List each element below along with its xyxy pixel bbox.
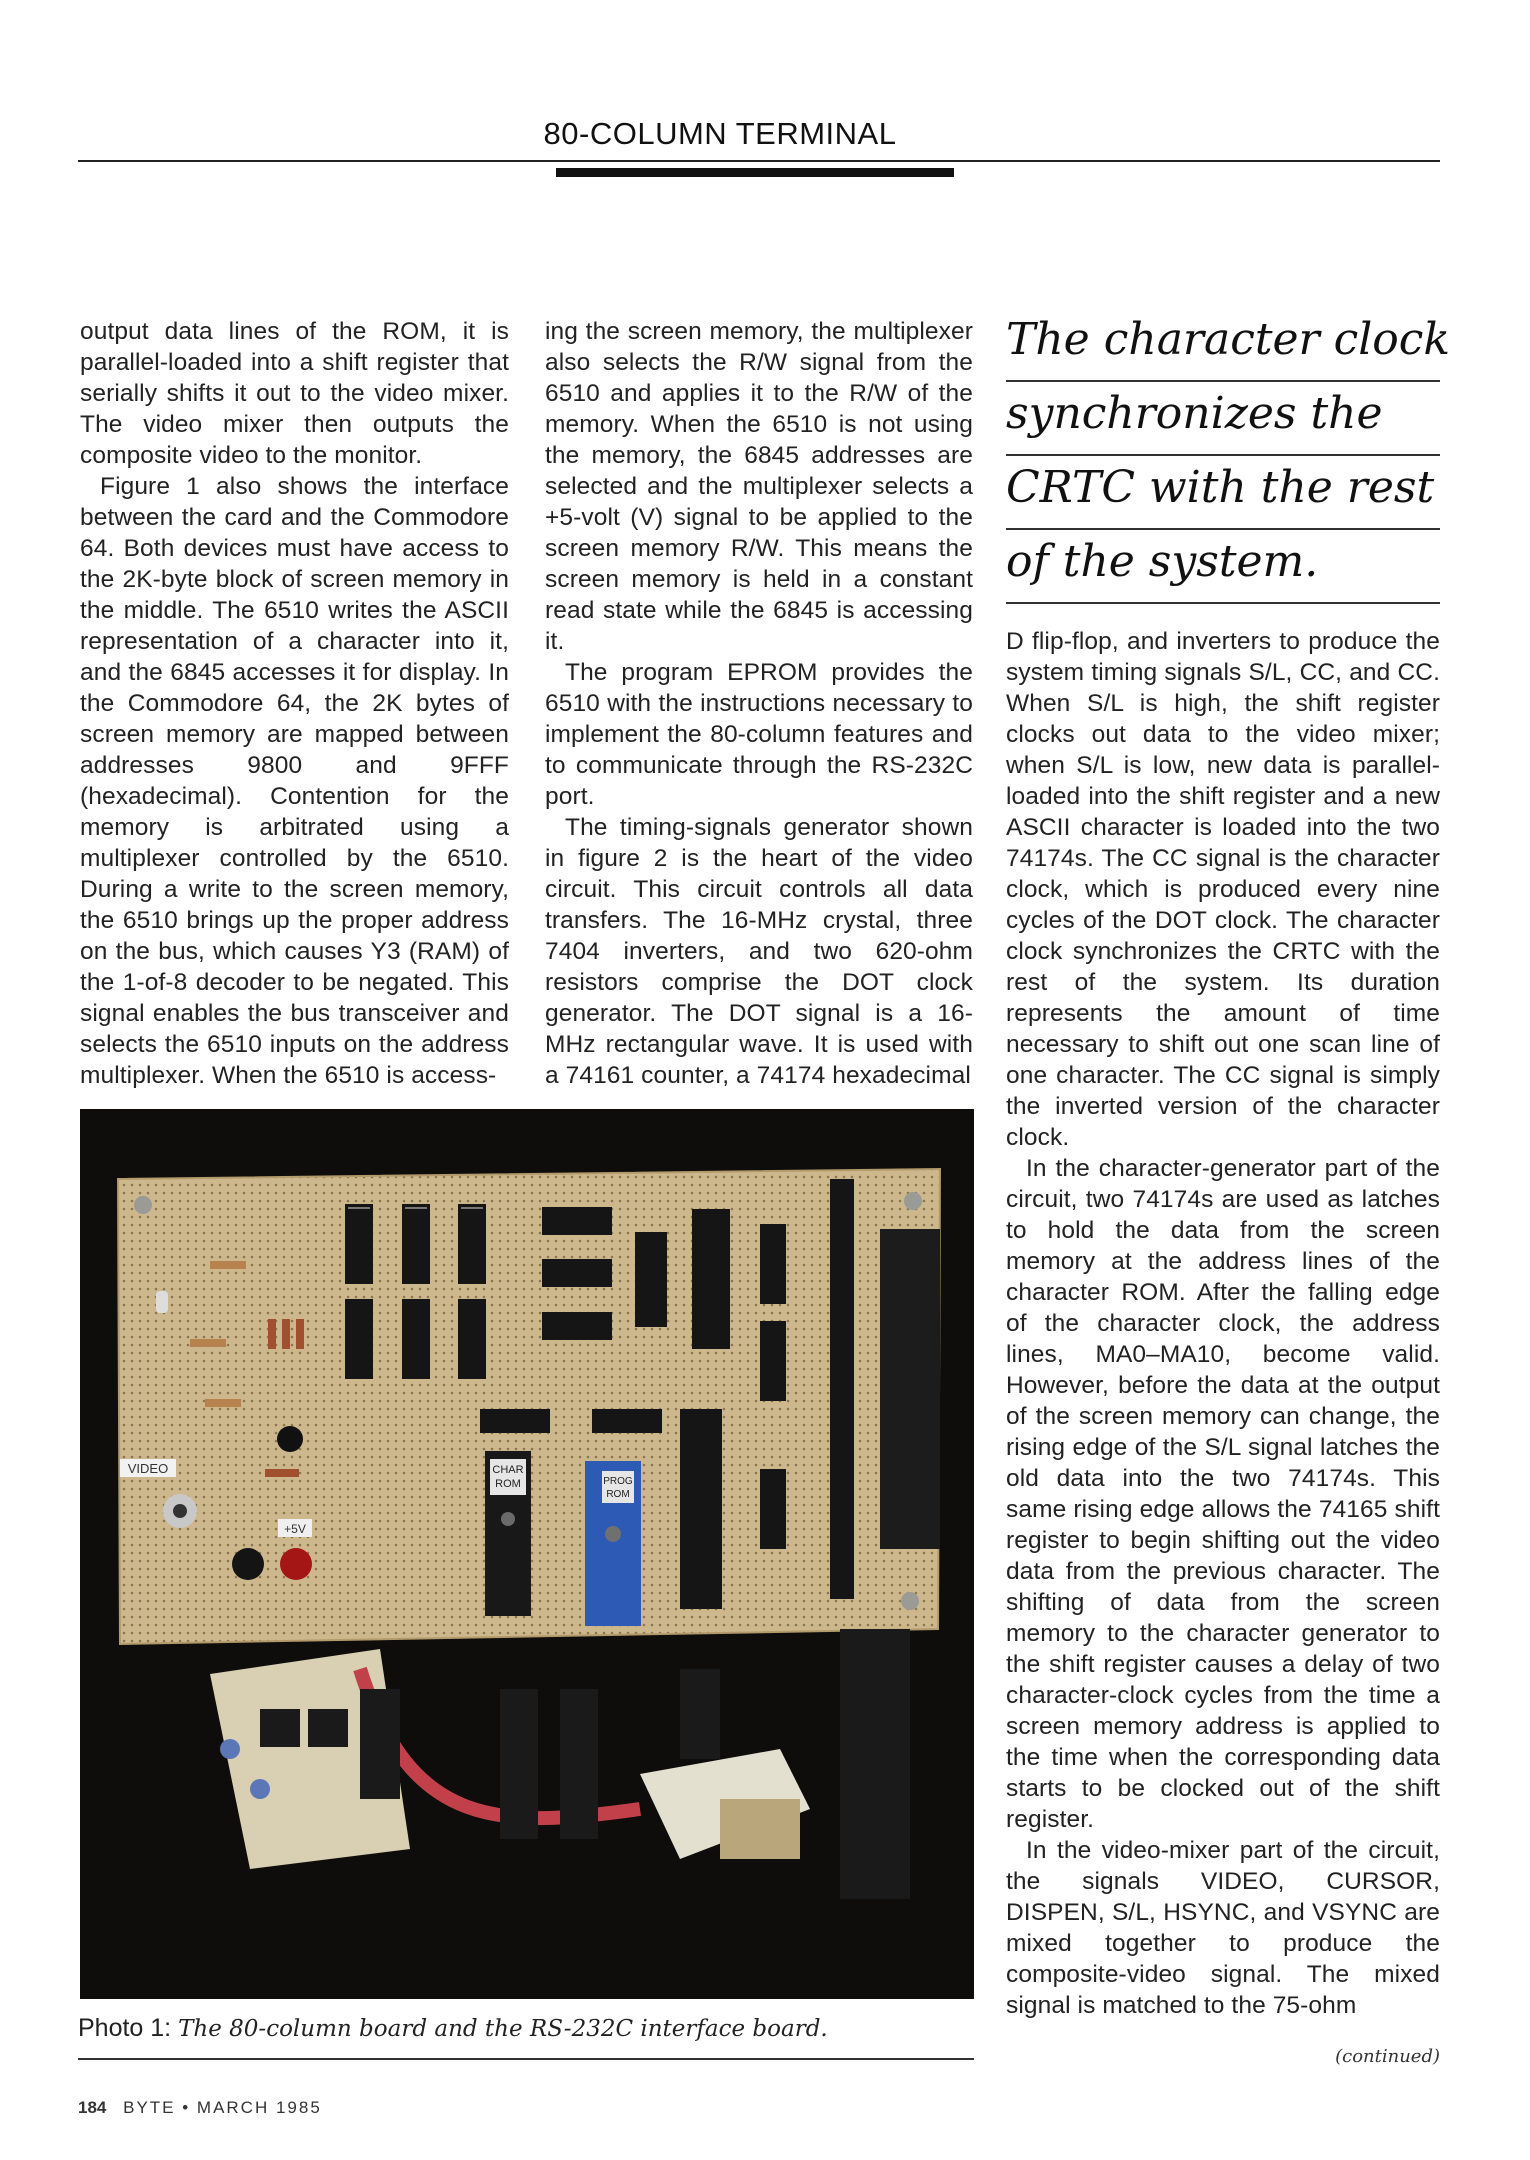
photo-caption: [78, 2014, 978, 2043]
column-1: [80, 316, 509, 1091]
paragraph: The program EPROM provides the 6510 with the instructions necessary to implement the 80-column features and to communicate through the RS-232C port.: [545, 659, 973, 810]
page-footer: [78, 2098, 322, 2118]
continued-note: (continued): [1335, 2046, 1440, 2067]
paragraph: D flip-flop, and inverters to produce the system timing signals S/L, CC, and CC. When S/L is high, the shift register clocks out data to the video mixer; when S/L is low, new data is parallel-loaded into the shift register and a new ASCII character is loaded into the two 74174s. The CC signal is the character clock, which is produced every nine cycles of the DOT clock. The character clock synchronizes the CRTC with the rest of the system. Its duration represents the amount of time necessary to shift out one scan line of one character. The CC signal is simply the inverted version of the character clock.: [1006, 628, 1440, 1151]
footer-text: BYTE • MARCH 1985: [123, 2098, 322, 2117]
svg-text:ROM: ROM: [495, 1478, 521, 1490]
plus5v-label: +5V: [284, 1522, 306, 1536]
column-3: [1006, 626, 1440, 2021]
page-number: 184: [78, 2098, 107, 2117]
video-label: VIDEO: [127, 1461, 169, 1476]
paragraph: ing the screen memory, the multiplexer also selects the R/W signal from the 6510 and applies it to the R/W of the memory. When the 6510 is not using the memory, the 6845 addresses are selected and the multiplexer selects a +5-volt (V) signal to be applied to the screen memory R/W. This means the screen memory is held in a constant read state while the 6845 is accessing it.: [545, 318, 973, 655]
paragraph: output data lines of the ROM, it is parallel-loaded into a shift register that serially shifts it out to the video mixer. The video mixer then outputs the composite video to the monitor.: [80, 318, 509, 469]
pull-quote-line: CRTC with the rest: [1006, 456, 1440, 530]
paragraph: Figure 1 also shows the interface between the card and the Commodore 64. Both devices must have access to the 2K-byte block of screen memory in the middle. The 6510 writes the ASCII representation of a character into it, and the 6845 accesses it for display. In the Commodore 64, the 2K bytes of screen memory are mapped between addresses 9800 and 9FFF (hexadecimal). Contention for the memory is arbitrated using a multiplexer controlled by the 6510. During a write to the screen memory, the 6510 brings up the proper address on the bus, which causes Y3 (RAM) of the 1-of-8 decoder to be negated. This signal enables the bus transceiver and selects the 6510 inputs on the address multiplexer. When the 6510 is access-: [80, 473, 509, 1089]
caption-lead: Photo 1:: [78, 2014, 172, 2042]
circuit-board-photo: [80, 1109, 974, 1999]
pull-quote-line: synchronizes the: [1006, 382, 1440, 456]
header-rule: [78, 160, 1440, 162]
pull-quote: [1006, 308, 1451, 604]
char-rom-label: CHAR: [492, 1464, 524, 1476]
svg-text:ROM: ROM: [606, 1489, 630, 1500]
header-bar: [556, 168, 954, 177]
caption-text: The 80-column board and the RS-232C interface board.: [178, 2016, 828, 2042]
svg-text:PROG: PROG: [603, 1476, 633, 1487]
pull-quote-line: of the system.: [1006, 530, 1440, 604]
paragraph: In the video-mixer part of the circuit, the signals VIDEO, CURSOR, DISPEN, S/L, HSYNC, and VSYNC are mixed together to produce the composite-video signal. The mixed signal is matched to the 75-ohm: [1006, 1837, 1440, 2019]
column-2: [545, 316, 973, 1091]
circuit-board-illustration: [80, 1109, 974, 1999]
char-rom-chip: [485, 1451, 531, 1616]
caption-rule: [78, 2058, 974, 2060]
pull-quote-line: The character clock: [1006, 308, 1440, 382]
paragraph: The timing-signals generator shown in figure 2 is the heart of the video circuit. This circuit controls all data transfers. The 16-MHz crystal, three 7404 inverters, and two 620-ohm resistors comprise the DOT clock generator. The DOT signal is a 16-MHz rectangular wave. It is used with a 74161 counter, a 74174 hexadecimal: [545, 814, 973, 1089]
prog-rom-chip: [585, 1461, 641, 1626]
running-header: 80-COLUMN TERMINAL: [543, 116, 897, 151]
paragraph: In the character-generator part of the circuit, two 74174s are used as latches to hold the data from the screen memory at the address lines of the character ROM. After the falling edge of the character clock, the address lines, MA0–MA10, become valid. However, before the data at the output of the screen memory can change, the rising edge of the S/L signal latches the old data into the two 74174s. This same rising edge allows the 74165 shift register to begin shifting out the video data from the previous character. The shifting of data from the screen memory to the character generator to the shift register causes a delay of two character-clock cycles from the time a screen memory address is applied to the time when the corresponding data starts to be clocked out of the shift register.: [1006, 1155, 1440, 1833]
